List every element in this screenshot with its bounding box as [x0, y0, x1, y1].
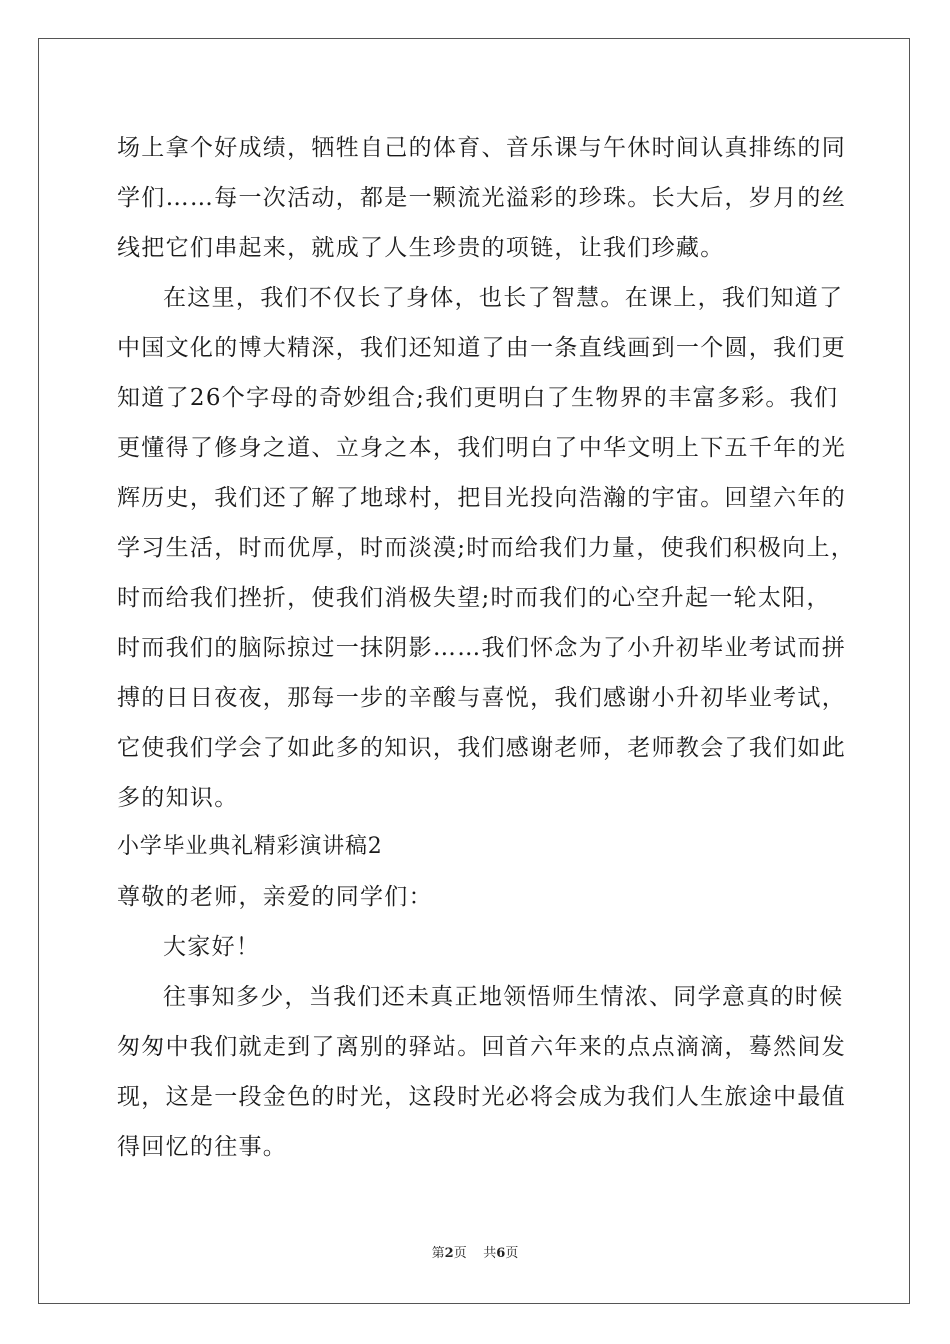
total-suffix: 页: [505, 1246, 519, 1261]
text-line: 学习生活，时而优厚，时而淡漠;时而给我们力量，使我们积极向上，: [117, 535, 856, 561]
text-line: 场上拿个好成绩，牺牲自己的体育、音乐课与午休时间认真排练的同: [117, 135, 846, 161]
text-line: 搏的日日夜夜，那每一步的辛酸与喜悦，我们感谢小升初毕业考试，: [117, 685, 846, 711]
page-total: 6: [496, 1246, 506, 1261]
page-prefix: 第: [431, 1246, 445, 1261]
text-line: 线把它们串起来，就成了人生珍贵的项链，让我们珍藏。: [117, 235, 725, 261]
text-line: 往事知多少，当我们还未真正地领悟师生情浓、同学意真的时候: [163, 984, 844, 1010]
page-suffix: 页: [453, 1246, 467, 1261]
page-footer: [0, 1246, 950, 1262]
page-current: 2: [444, 1246, 454, 1261]
text-line: 它使我们学会了如此多的知识，我们感谢老师，老师教会了我们如此: [117, 735, 846, 761]
total-prefix: 共: [483, 1246, 497, 1261]
greeting: 大家好！: [163, 934, 261, 960]
salutation: 尊敬的老师，亲爱的同学们：: [117, 884, 433, 910]
text-line: 辉历史，我们还了解了地球村，把目光投向浩瀚的宇宙。回望六年的: [117, 485, 846, 511]
text-line: 学们……每一次活动，都是一颗流光溢彩的珍珠。长大后，岁月的丝: [117, 185, 846, 211]
text-line: 时而我们的脑际掠过一抹阴影……我们怀念为了小升初毕业考试而拼: [117, 635, 846, 661]
text-line: 中国文化的博大精深，我们还知道了由一条直线画到一个圆，我们更: [117, 335, 846, 361]
section-heading: 小学毕业典礼精彩演讲稿2: [117, 834, 383, 859]
text-line: 知道了26个字母的奇妙组合;我们更明白了生物界的丰富多彩。我们: [117, 385, 839, 411]
text-line: 得回忆的往事。: [117, 1134, 288, 1160]
text-line: 现，这是一段金色的时光，这段时光必将会成为我们人生旅途中最值: [117, 1084, 846, 1110]
text-line: 多的知识。: [117, 785, 239, 811]
text-line: 更懂得了修身之道、立身之本，我们明白了中华文明上下五千年的光: [117, 435, 846, 461]
page-border: [38, 38, 910, 1304]
text-line: 在这里，我们不仅长了身体，也长了智慧。在课上，我们知道了: [163, 285, 844, 311]
text-line: 时而给我们挫折，使我们消极失望;时而我们的心空升起一轮太阳，: [117, 585, 831, 611]
text-line: 匆匆中我们就走到了离别的驿站。回首六年来的点点滴滴，蓦然间发: [117, 1034, 846, 1060]
